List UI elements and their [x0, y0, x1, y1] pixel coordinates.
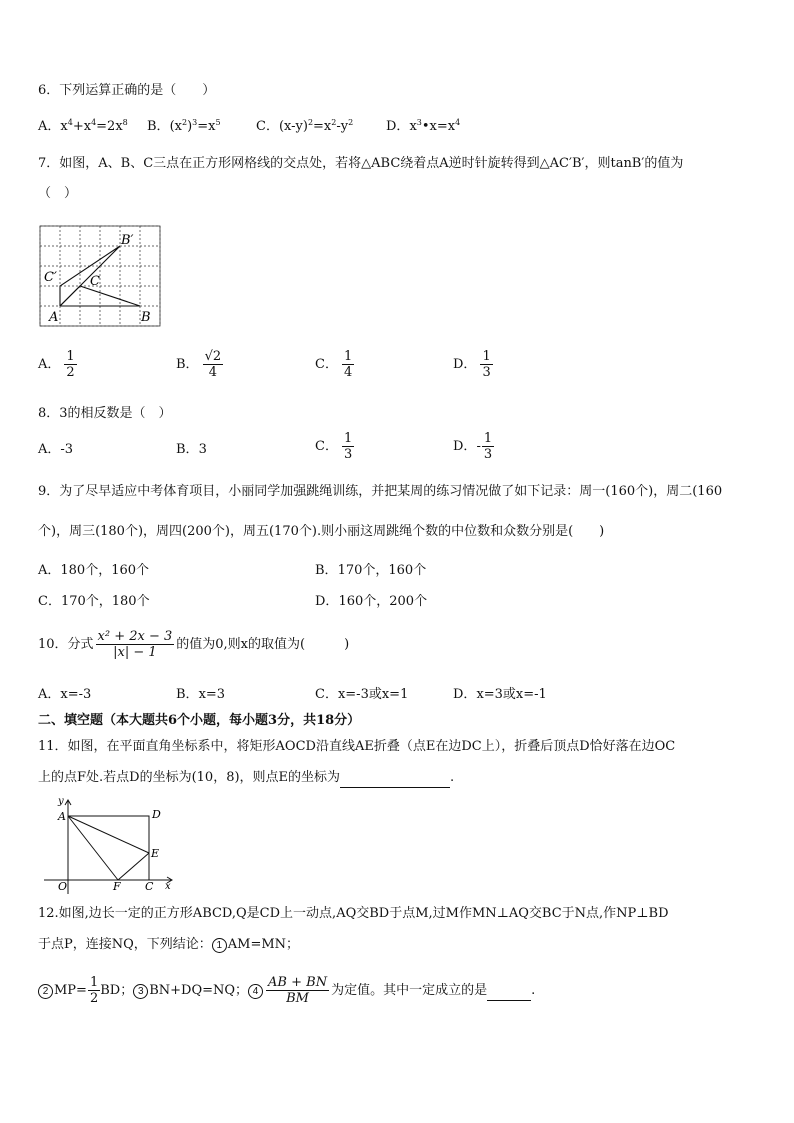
q7-option-a: A． $\frac{1}{2}$: [38, 349, 75, 380]
label-e: E: [151, 847, 160, 860]
q6-option-b: B．$(x^2)^3=x^5$: [147, 118, 221, 134]
q11-line-2: 上的点F处.若点D的坐标为(10，8)，则点E的坐标为 .: [38, 769, 454, 788]
q10-stem: 10．分式 $\frac{\text{x² + 2x − 3}}{|x| - 1}$ 的值为0,则x的取值为( ): [38, 629, 350, 660]
q8-option-c: C． $\frac{1}{3}$: [315, 431, 353, 462]
label-b-prime: B′: [121, 233, 134, 248]
label-a: A: [49, 310, 59, 325]
rectangle-aocd: [68, 816, 149, 880]
q7-option-c: C． $\frac{1}{4}$: [315, 349, 353, 380]
q6-option-c: C．$(x-y)^2=x^2-y^2$: [256, 118, 354, 134]
label-c: C: [90, 274, 100, 289]
segment-af: [68, 816, 118, 880]
q9-line-1: 9．为了尽早适应中考体育项目，小丽同学加强跳绳训练，并把某周的练习情况做了如下记录：周一(160个)，周二(160: [38, 484, 723, 499]
q12-line-2: 于点P，连接NQ，下列结论： 1 AM=MN；: [38, 937, 300, 952]
q10-option-d: D．x=3或x=-1: [453, 687, 547, 702]
q11-coordinate-figure: [44, 796, 179, 894]
segment-fe: [118, 853, 149, 880]
q6-stem: 6．下列运算正确的是（ ）: [38, 83, 216, 98]
label-b: B: [141, 310, 151, 325]
q10-numerator: x² + 2x − 3: [97, 629, 173, 644]
label-a: A: [58, 810, 66, 823]
q6-option-a: A．$x^4+x^4=2x^8$: [38, 118, 128, 134]
label-d: D: [152, 808, 161, 821]
q11-line-1: 11．如图，在平面直角坐标系中，将矩形AOCD沿直线AE折叠（点E在边DC上），折叠后顶点D恰好落在边OC: [38, 739, 676, 754]
section-heading: 二、填空题（本大题共6个小题，每小题3分，共18分）: [38, 713, 361, 728]
q12-line-3: 2 MP= $\frac{1}{2}$ BD； 3 BN+DQ=NQ； 4 $\frac{AB + BN}{BM}$ 为定值。其中一定成立的是 .: [38, 975, 535, 1006]
q9-line-2: 个)，周三(180个)，周四(200个)，周五(170个).则小丽这周跳绳个数的中位数和众数分别是( ): [38, 524, 605, 539]
label-y: y: [58, 796, 64, 807]
q10-option-a: A．x=-3: [38, 687, 92, 702]
q8-option-a: A．-3: [38, 442, 74, 457]
q10-option-c: C．x=-3或x=1: [315, 687, 409, 702]
q9-option-b: B．170个，160个: [315, 563, 427, 578]
label-c-prime: C′: [44, 270, 57, 285]
label-x: x: [165, 881, 171, 892]
q7-stem-cont: （ ）: [38, 186, 78, 201]
q8-option-d: D．- $\frac{1}{3}$: [453, 431, 493, 462]
q10-option-b: B．x=3: [176, 687, 226, 702]
q12-line-1: 12.如图,边长一定的正方形ABCD,Q是CD上一动点,AQ交BD于点M,过M作MN⊥AQ交BC于N点,作NP⊥BD: [38, 906, 669, 921]
q8-option-b: B．3: [176, 442, 207, 457]
q9-option-a: A．180个，160个: [38, 563, 150, 578]
q12-answer-blank: [487, 982, 531, 1001]
q11-answer-blank: [340, 769, 450, 788]
q7-grid-figure: [40, 226, 162, 328]
q7-option-b: B． $\frac{√2}{4}$: [176, 349, 222, 380]
q9-option-d: D．160个，200个: [315, 594, 428, 609]
q7-stem: 7．如图，A、B、C三点在正方形网格线的交点处，若将△ABC绕着点A逆时针旋转得到△AC′B′，则tanB′的值为: [38, 156, 684, 171]
q6-option-d: D．$x^3•x=x^4$: [386, 118, 461, 134]
q10-denominator: |x| − 1: [113, 645, 157, 660]
label-f: F: [113, 880, 121, 893]
q7-option-d: D． $\frac{1}{3}$: [453, 349, 491, 380]
q8-stem: 8．3的相反数是（ ）: [38, 406, 172, 421]
label-c: C: [145, 880, 154, 893]
label-o: O: [58, 880, 68, 893]
q9-option-c: C．170个，180个: [38, 594, 150, 609]
fold-line-ae: [68, 816, 149, 853]
